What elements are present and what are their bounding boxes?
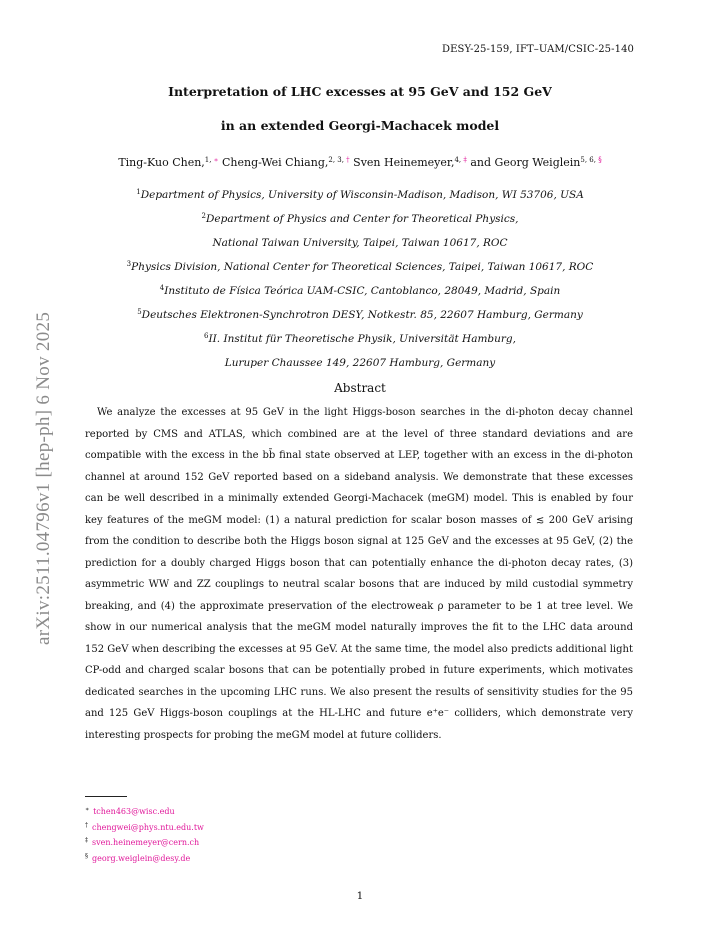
author-name: Ting-Kuo Chen, — [118, 156, 205, 169]
affiliation: $^5$Deutsches Elektronen-Synchrotron DESY, Notkestr. 85, 22607 Hamburg, Germany — [137, 308, 583, 321]
author-affiliation-ref: 1, ∗ — [204, 156, 219, 164]
author-affiliation-ref: 4, ‡ — [454, 156, 467, 164]
author-footnote-mark[interactable]: § — [598, 156, 602, 164]
author-footnote-mark[interactable]: ‡ — [463, 156, 467, 164]
affiliation: National Taiwan University, Taipei, Taiwan 10617, ROC — [212, 237, 508, 249]
affiliation: Luruper Chaussee 149, 22607 Hamburg, Germany — [224, 357, 496, 369]
email-link[interactable]: sven.heinemeyer@cern.ch — [92, 838, 200, 847]
footnote-divider — [85, 796, 127, 797]
paper-title-line-2: in an extended Georgi-Machacek model — [220, 118, 500, 133]
footnote-list — [85, 804, 204, 866]
arxiv-stamp[interactable]: arXiv:2511.04796v1 [hep-ph] 6 Nov 2025 — [33, 311, 54, 645]
affiliation: $^2$Department of Physics and Center for Theoretical Physics, — [201, 212, 519, 225]
paper-title-line-1: Interpretation of LHC excesses at 95 GeV and 152 GeV — [168, 84, 552, 99]
page-number: 1 — [356, 890, 364, 902]
affiliation: $^1$Department of Physics, University of Wisconsin-Madison, Madison, WI 53706, USA — [136, 188, 584, 201]
email-link[interactable]: tchen463@wisc.edu — [93, 807, 175, 816]
author-name: and Georg Weiglein — [470, 156, 581, 169]
affiliation: $^6$II. Institut für Theoretische Physik, Universität Hamburg, — [204, 332, 516, 345]
author-footnote-mark[interactable]: † — [346, 156, 350, 164]
author-list — [0, 156, 720, 169]
footnote: § georg.weiglein@desy.de — [85, 852, 191, 863]
email-link[interactable]: chengwei@phys.ntu.edu.tw — [92, 822, 204, 832]
abstract-heading: Abstract — [334, 381, 386, 395]
affiliation: $^4$Instituto de Física Teórica UAM-CSIC, Cantoblanco, 28049, Madrid, Spain — [159, 284, 561, 297]
author-affiliation-ref: 5, 6, § — [580, 156, 602, 164]
footnote: ∗ tchen463@wisc.edu — [85, 806, 175, 816]
author-affiliation-ref: 2, 3, † — [328, 156, 350, 164]
affiliation-list — [0, 184, 720, 376]
abstract-body: We analyze the excesses at 95 GeV in the light Higgs-boson searches in the di-photon decay channel reported by CMS and ATLAS, which combined are at the level of three standard deviations and are compatible with the excess in the bb̄ final state observed at LEP, together with an excess in the di-photon channel at around 152 GeV reported based on a sideband analysis. We demonstrate that these excesses can be well described in a minimally extended Georgi-Machacek (meGM) model. This is enabled by four key features of the meGM model: (1) a natural prediction for scalar boson masses of ≲ 200 GeV arising from the condition to describe both the Higgs boson signal at 125 GeV and the excesses at 95 GeV, (2) the prediction for a doubly charged Higgs boson that can potentially enhance the di-photon decay rates, (3) asymmetric WW and ZZ couplings to neutral scalar bosons that are induced by mild custodial symmetry breaking, and (4) the approximate preservation of the electroweak ρ parameter to be 1 at tree level. We show in our numerical analysis that the meGM model naturally improves the fit to the LHC data around 152 GeV when describing the excesses at 95 GeV. At the same time, the model also predicts additional light CP-odd and charged scalar bosons that can be potentially probed in future experiments, which motivates dedicated searches in the upcoming LHC runs. We also present the results of sensitivity studies for the 95 and 125 GeV Higgs-boson couplings at the HL-LHC and future e⁺e⁻ colliders, which demonstrate very interesting prospects for probing the meGM model at future colliders. — [85, 407, 633, 741]
email-link[interactable]: georg.weiglein@desy.de — [92, 853, 191, 863]
footnote: † chengwei@phys.ntu.edu.tw — [85, 821, 204, 832]
report-number: DESY-25-159, IFT–UAM/CSIC-25-140 — [442, 44, 634, 55]
affiliation: $^3$Physics Division, National Center for Theoretical Sciences, Taipei, Taiwan 10617, ROC — [126, 260, 594, 273]
author-name: Sven Heinemeyer, — [353, 156, 455, 169]
author-footnote-mark[interactable]: ∗ — [213, 156, 219, 164]
author-name: Cheng-Wei Chiang, — [221, 156, 329, 169]
footnote: ‡ sven.heinemeyer@cern.ch — [85, 837, 200, 847]
